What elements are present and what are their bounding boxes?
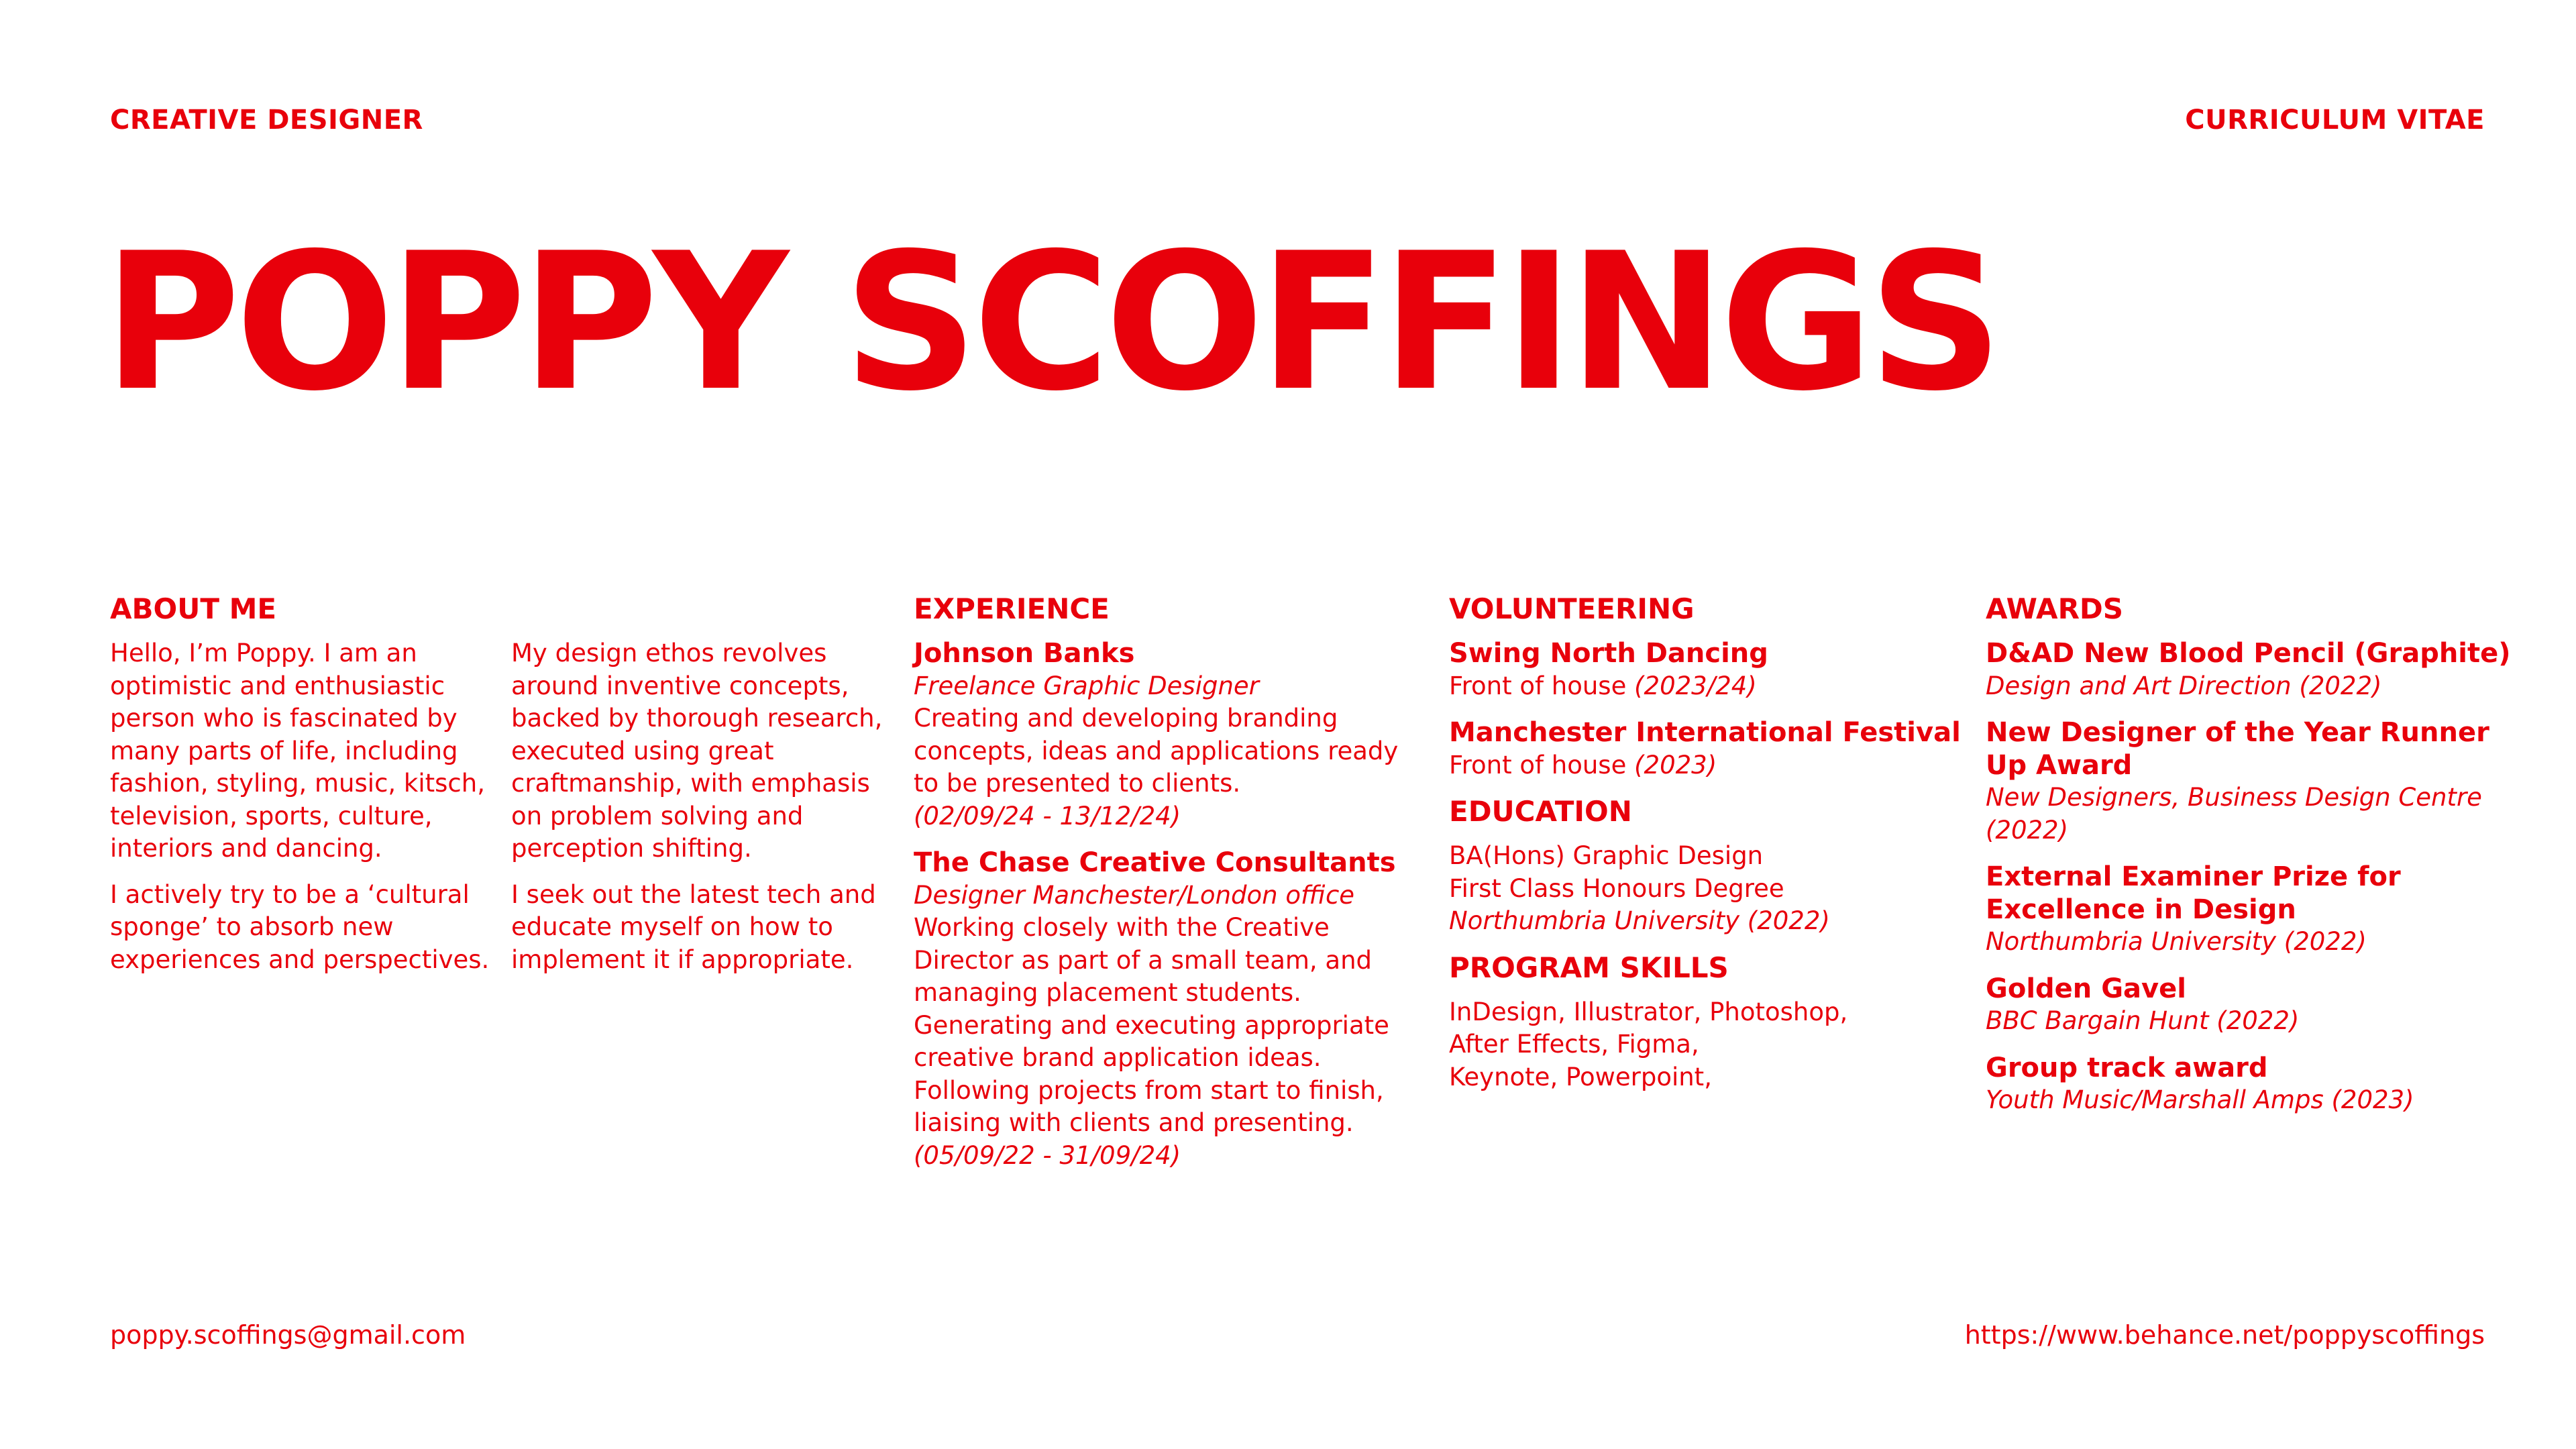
award-entry: [1986, 716, 2516, 847]
education-heading: EDUCATION: [1449, 795, 1632, 828]
award-entry: [1986, 1052, 2516, 1117]
job-company: The Chase Creative Consultants: [914, 847, 1396, 878]
volunteer-role-line: [1449, 670, 1972, 703]
education-school: Northumbria University (2022): [1449, 906, 1830, 935]
about-paragraph: I actively try to be a ‘cultural sponge’ to absorb new experiences and perspectives.: [110, 879, 490, 974]
volunteer-period: (2023): [1634, 750, 1717, 780]
job-role: Designer Manchester/London office: [914, 880, 1355, 910]
skills-line: Keynote, Powerpoint,: [1449, 1062, 1712, 1091]
job-dates: (02/09/24 - 13/12/24): [914, 801, 1181, 830]
job-description: Creating and developing branding concepts, ideas and applications ready to be presented to clients.: [914, 704, 1399, 798]
skills-heading: PROGRAM SKILLS: [1449, 951, 1729, 984]
award-detail: Design and Art Direction (2022): [1986, 671, 2382, 700]
about-section-continued: [511, 637, 894, 989]
job-role: Freelance Graphic Designer: [914, 671, 1259, 700]
award-entry: [1986, 861, 2516, 959]
award-detail: Youth Music/Marshall Amps (2023): [1986, 1085, 2414, 1114]
award-detail: Northumbria University (2022): [1986, 927, 2367, 956]
experience-section: [914, 593, 1424, 1186]
award-title: External Examiner Prize for Excellence in Design: [1986, 861, 2401, 925]
awards-heading: AWARDS: [1986, 592, 2124, 625]
role-label: CREATIVE DESIGNER: [110, 105, 423, 136]
volunteering-section: [1449, 593, 1972, 1093]
volunteer-entry: [1449, 637, 1972, 702]
volunteer-entry: [1449, 716, 1972, 782]
award-entry: [1986, 973, 2516, 1038]
experience-heading: EXPERIENCE: [914, 592, 1110, 625]
document-type-label: CURRICULUM VITAE: [2185, 105, 2485, 136]
page-title: POPPY SCOFFINGS: [103, 212, 1998, 433]
award-title: Golden Gavel: [1986, 973, 2186, 1004]
education-entry: [1449, 840, 1972, 938]
job-entry: [914, 637, 1424, 833]
volunteer-role: Front of house: [1449, 750, 1627, 780]
award-title: D&AD New Blood Pencil (Graphite): [1986, 638, 2511, 669]
award-detail: New Designers, Business Design Centre (2022): [1986, 783, 2482, 845]
award-detail: BBC Bargain Hunt (2022): [1986, 1006, 2300, 1035]
about-heading: ABOUT ME: [110, 592, 277, 625]
portfolio-link[interactable]: https://www.behance.net/poppyscoffings: [1964, 1320, 2485, 1350]
volunteer-role-line: [1449, 749, 1972, 782]
job-company: Johnson Banks: [914, 638, 1135, 669]
volunteer-period: (2023/24): [1634, 671, 1757, 700]
job-description: Working closely with the Creative Director as part of a small team, and managing placement students. Generating and executing appropriate creative brand application ideas. Following projects from start to finish, liaising with clients and presenting.: [914, 913, 1389, 1137]
volunteer-org: Swing North Dancing: [1449, 638, 1768, 669]
awards-section: [1986, 593, 2516, 1131]
about-paragraph: Hello, I’m Poppy. I am an optimistic and enthusiastic person who is fascinated by many parts of life, including fashion, styling, music, kitsch, television, sports, culture, interiors and dancing.: [110, 639, 485, 863]
skills-line: After Effects, Figma,: [1449, 1030, 1699, 1059]
award-entry: [1986, 637, 2516, 702]
email-link[interactable]: poppy.scoffings@gmail.com: [110, 1320, 466, 1350]
education-degree: BA(Hons) Graphic Design: [1449, 841, 1764, 870]
skills-list: [1449, 996, 1972, 1094]
award-title: New Designer of the Year Runner Up Award: [1986, 717, 2489, 781]
award-title: Group track award: [1986, 1052, 2268, 1083]
education-grade: First Class Honours Degree: [1449, 873, 1784, 903]
volunteer-org: Manchester International Festival: [1449, 717, 1961, 748]
volunteer-role: Front of house: [1449, 671, 1627, 700]
about-paragraph: My design ethos revolves around inventive concepts, backed by thorough research, executed using great craftmanship, with emphasis on problem solving and perception shifting.: [511, 639, 883, 863]
about-paragraph: I seek out the latest tech and educate myself on how to implement it if appropriate.: [511, 879, 876, 974]
skills-line: InDesign, Illustrator, Photoshop,: [1449, 997, 1848, 1026]
job-dates: (05/09/22 - 31/09/24): [914, 1140, 1181, 1170]
volunteering-heading: VOLUNTEERING: [1449, 592, 1695, 625]
about-section: [110, 593, 492, 989]
job-entry: [914, 847, 1424, 1172]
